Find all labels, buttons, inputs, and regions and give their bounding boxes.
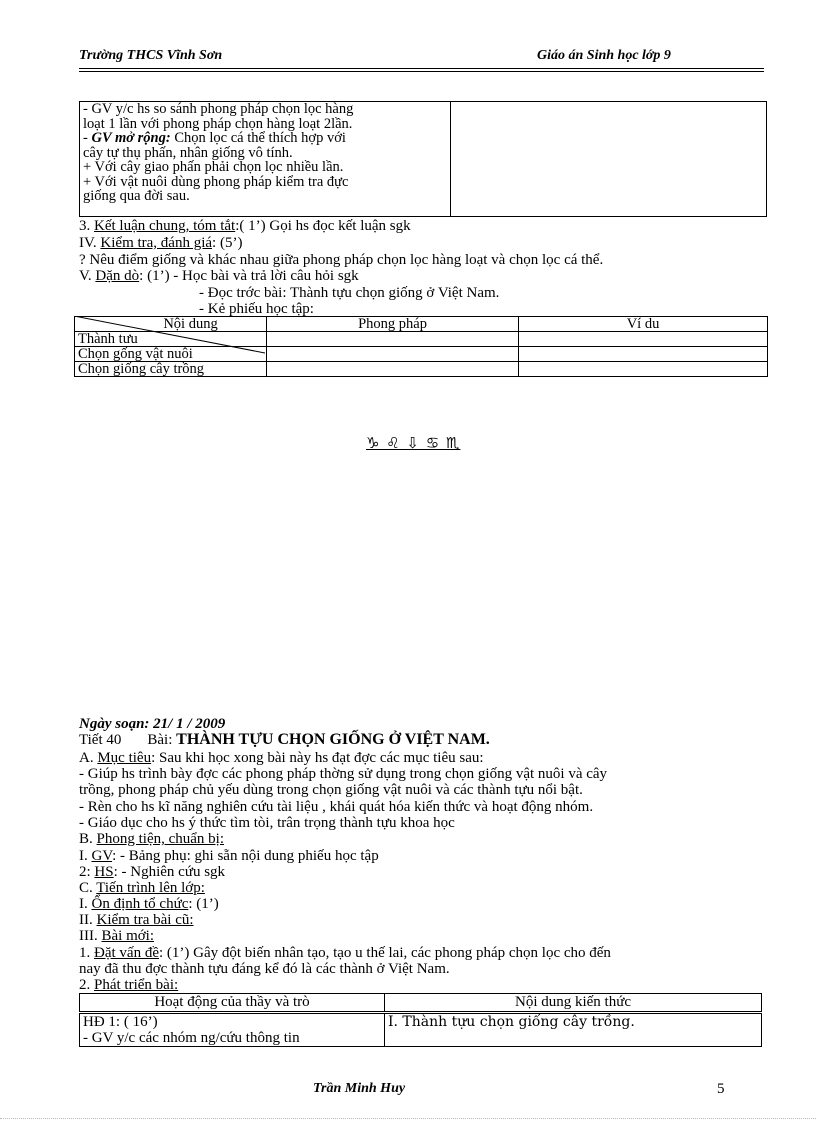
- author-name: Trần Minh Huy: [313, 1081, 406, 1096]
- subject-title: Giáo án Sinh học lớp 9: [537, 48, 671, 63]
- knowledge-cell: I. Thành tựu chọn giống cây trồng.: [385, 1013, 762, 1047]
- worksheet-row-label: Thành tưu: [75, 332, 267, 347]
- prep-teacher: I. GV: - Bảng phụ: ghi sẵn nội dung phiếu học tập: [79, 848, 379, 864]
- knowledge-header: Nội dung kiến thức: [385, 994, 762, 1013]
- activity-step: HĐ 1: ( 16’): [83, 1014, 158, 1030]
- activity-table-continued: [79, 101, 767, 217]
- lesson-heading: Tiết 40 Bài: THÀNH TỰU CHỌN GIỐNG Ở VIỆT NAM.: [79, 731, 490, 748]
- activity-line: giống qua đời sau.: [83, 188, 190, 204]
- section-4: IV. Kiểm tra, đánh giá: (5’): [79, 235, 243, 251]
- worksheet-row-label: Chọn gống vật nuôi: [75, 347, 267, 362]
- activity-cell: [80, 1013, 385, 1047]
- extend-label: GV mở rộng:: [91, 130, 171, 146]
- activity-line: - GV mở rộng: Chọn lọc cá thể thích hợp với: [83, 130, 346, 146]
- goal-line: - Rèn cho hs kĩ năng nghiên cứu tài liệu , khái quát hóa kiến thức và hoạt động nhóm.: [79, 799, 594, 815]
- goal-line: trồng, phong pháp chủ yếu dùng trong chọn giống vật nuôi và các thành tựu nổi bật.: [79, 782, 583, 798]
- worksheet-row-label: Chọn giống cây trồng: [75, 362, 267, 377]
- header-rule: [79, 68, 764, 69]
- diagonal-header-cell: Nội dung: [75, 317, 267, 332]
- worksheet-table: [74, 316, 768, 377]
- lesson-activity-table: [79, 993, 762, 1047]
- review-question: ? Nêu điểm giống và khác nhau giữa phong pháp chọn lọc hàng loạt và chọn lọc cá thể.: [79, 252, 604, 268]
- activity-line: + Với cây giao phấn phải chọn lọc nhiều lần.: [83, 159, 344, 175]
- method-header: Phong pháp: [267, 317, 519, 332]
- header-rule-2: [79, 71, 764, 72]
- homework-line-2: - Đọc trớc bài: Thành tựu chọn giống ở Việt Nam.: [199, 285, 500, 301]
- problem-statement: 1. Đặt vấn đề: (1’) Gây đột biến nhân tạo, tạo u thế lai, các phong pháp chọn lọc cho đến: [79, 945, 611, 961]
- content-cell: [451, 102, 767, 217]
- page-edge: [0, 1118, 816, 1119]
- section-a: A. Mục tiêu: Sau khi học xong bài này hs đạt đợc các mục tiêu sau:: [79, 750, 484, 766]
- activity-line: + Với vật nuôi dùng phong pháp kiểm tra đực: [83, 173, 349, 190]
- page-number: 5: [717, 1081, 725, 1097]
- school-name: Trường THCS Vĩnh Sơn: [79, 48, 223, 63]
- lesson-date: Ngày soạn: 21/ 1 / 2009: [79, 716, 226, 732]
- section-5: V. Dặn dò: (1’) - Học bài và trả lời câu hỏi sgk: [79, 268, 359, 284]
- prep-student: 2: HS: - Nghiên cứu sgk: [79, 864, 226, 880]
- goal-line: - Giúp hs trình bày đợc các phong pháp thờng sử dụng trong chọn giống vật nuôi và cây: [79, 766, 608, 782]
- step-review: II. Kiểm tra bài cũ:: [79, 912, 194, 928]
- lesson-title: THÀNH TỰU CHỌN GIỐNG Ở VIỆT NAM.: [176, 731, 490, 748]
- section-b: B. Phong tiện, chuẩn bị:: [79, 831, 225, 847]
- section-3: 3. Kết luận chung, tóm tắt:( 1’) Gọi hs đọc kết luận sgk: [79, 218, 411, 234]
- activity-line: cây tự thụ phấn, nhân giống vô tính.: [83, 144, 293, 161]
- goal-line: - Giáo dục cho hs ý thức tìm tòi, trân trọng thành tựu khoa học: [79, 815, 455, 831]
- activity-line: - GV y/c hs so sánh phong pháp chọn lọc hàng: [83, 101, 354, 117]
- develop-lesson: 2. Phát triển bài:: [79, 977, 179, 993]
- section-c: C. Tiến trình lên lớp:: [79, 880, 205, 896]
- problem-statement-line-2: nay đã thu đợc thành tựu đáng kể đó là các thành ở Việt Nam.: [79, 961, 450, 977]
- section-divider-ornament: ♑ ♌ ⇩ ♋ ♏: [366, 434, 461, 452]
- activity-header: Hoạt động của thầy và trò: [80, 994, 385, 1013]
- activity-step: - GV y/c các nhóm ng/cứu thông tin: [83, 1030, 300, 1046]
- activity-line: loạt 1 lần với phong pháp chọn hàng loạt 2lần.: [83, 115, 353, 132]
- step-organize: I. Ổn định tổ chức: (1’): [79, 896, 219, 912]
- activity-cell: [80, 102, 451, 217]
- step-new-lesson: III. Bài mới:: [79, 928, 155, 944]
- example-header: Ví du: [519, 317, 768, 332]
- homework-line-3: - Kẻ phiếu học tập:: [199, 301, 314, 317]
